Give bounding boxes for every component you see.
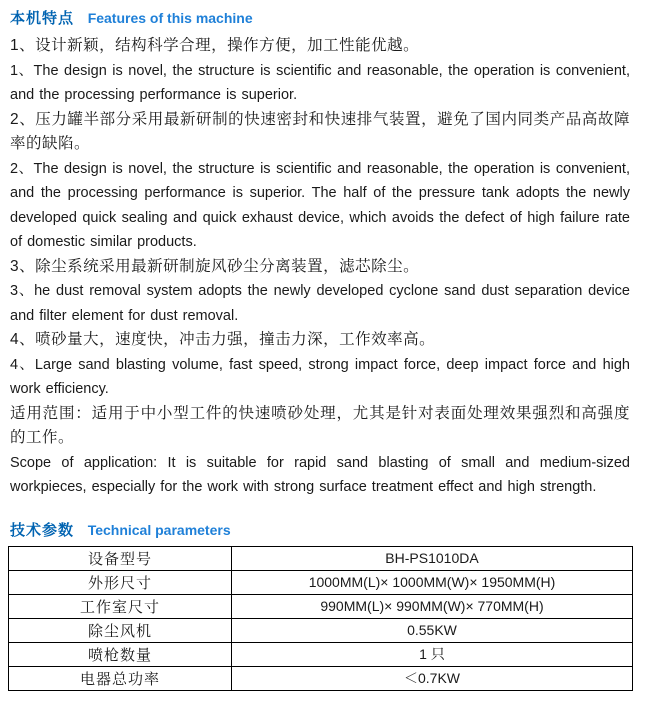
param-label-cell: 设备型号 bbox=[9, 546, 232, 570]
features-title-en: Features of this machine bbox=[87, 10, 253, 26]
feature-paragraph-zh-8: 适用范围：适用于中小型工件的快速喷砂处理，尤其是针对表面处理效果强烈和高强度的工作。 bbox=[10, 404, 630, 446]
table-row bbox=[9, 642, 633, 666]
tech-params-section-title bbox=[10, 518, 630, 541]
feature-paragraph-en-1: 1、The design is novel, the structure is scientific and reasonable, the operation is convenient, and the processing performance is superior. bbox=[10, 62, 630, 103]
tech-params-title-en: Technical parameters bbox=[87, 521, 231, 538]
feature-paragraph-en-3: 2、The design is novel, the structure is scientific and reasonable, the operation is convenient, and the processing performance is superior. The half of the pressure tank adopts the newly developed quick sealing and quick exhaust device, which avoids the defect of high failure rate of domestic similar products. bbox=[10, 160, 630, 250]
tech-params-table bbox=[8, 546, 633, 691]
feature-paragraph-en-7: 4、Large sand blasting volume, fast speed, strong impact force, deep impact force and high work efficiency. bbox=[10, 356, 630, 397]
feature-paragraph-en-9: Scope of application: It is suitable for rapid sand blasting of small and medium-sized workpieces, especially for the work with strong surface treatment effect and high strength. bbox=[10, 454, 630, 495]
feature-paragraph-zh-2: 2、压力罐半部分采用最新研制的快速密封和快速排气装置，避免了国内同类产品高故障率的缺陷。 bbox=[10, 110, 630, 152]
param-label-cell: 除尘风机 bbox=[9, 618, 232, 642]
table-row bbox=[9, 594, 633, 618]
table-row bbox=[9, 666, 633, 690]
param-value-cell: 0.55KW bbox=[232, 618, 633, 642]
table-row bbox=[9, 570, 633, 594]
param-label-cell: 工作室尺寸 bbox=[9, 594, 232, 618]
param-label-cell: 喷枪数量 bbox=[9, 642, 232, 666]
features-body bbox=[10, 34, 630, 500]
features-section-title bbox=[10, 6, 630, 29]
param-value-cell: ＜0.7KW bbox=[232, 666, 633, 690]
table-row bbox=[9, 546, 633, 570]
param-value-cell: 990MM(L)× 990MM(W)× 770MM(H) bbox=[232, 594, 633, 618]
feature-paragraph-en-5: 3、he dust removal system adopts the newly developed cyclone sand dust separation device and filter element for dust removal. bbox=[10, 283, 630, 324]
features-title-zh: 本机特点 bbox=[10, 10, 75, 27]
param-value-cell: 1 只 bbox=[232, 642, 633, 666]
feature-paragraph-zh-0: 1、设计新颖，结构科学合理，操作方便，加工性能优越。 bbox=[10, 37, 420, 54]
table-row bbox=[9, 618, 633, 642]
tech-params-table-body bbox=[9, 546, 633, 690]
param-value-cell: BH-PS1010DA bbox=[232, 546, 633, 570]
feature-paragraph-zh-6: 4、喷砂量大，速度快，冲击力强，撞击力深，工作效率高。 bbox=[10, 331, 436, 348]
tech-params-title-zh: 技术参数 bbox=[10, 521, 75, 539]
param-label-cell: 外形尺寸 bbox=[9, 570, 232, 594]
param-label-cell: 电器总功率 bbox=[9, 666, 232, 690]
feature-paragraph-zh-4: 3、除尘系统采用最新研制旋风砂尘分离装置，滤芯除尘。 bbox=[10, 257, 420, 275]
param-value-cell: 1000MM(L)× 1000MM(W)× 1950MM(H) bbox=[232, 570, 633, 594]
